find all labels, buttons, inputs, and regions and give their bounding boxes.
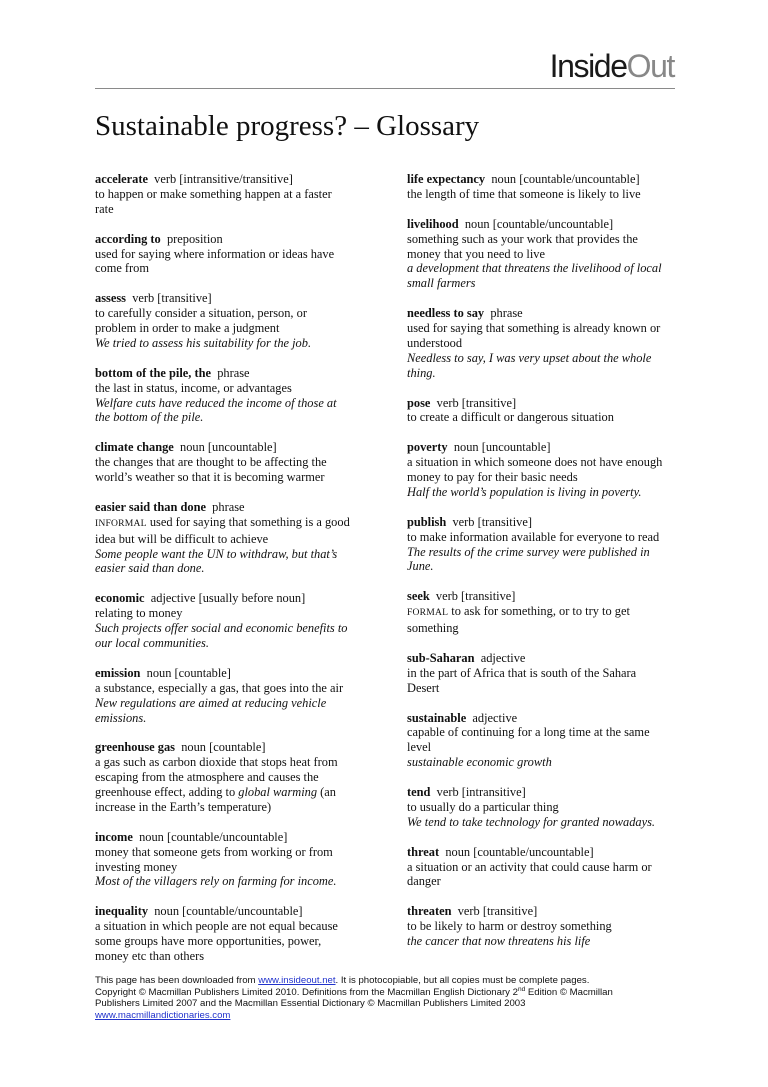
entry-definition-line	[407, 666, 679, 681]
footer-line-2: Copyright © Macmillan Publishers Limited 2010. Definitions from the Macmillan English Dictionary 2nd Edition © Macmillan	[95, 985, 613, 998]
entry-definition: to ask for something, or to try to get	[451, 604, 630, 619]
entry-headword: greenhouse gas	[95, 740, 175, 755]
glossary-entry	[407, 589, 679, 636]
entry-head-line	[407, 651, 679, 666]
entry-head-line	[407, 396, 679, 411]
entry-grammar: adjective	[472, 710, 518, 725]
entry-example-line: Some people want the UN to withdraw, but that’s	[95, 546, 338, 561]
entry-definition-line	[407, 800, 679, 815]
entry-definition-line	[95, 306, 367, 321]
entry-headword: sustainable	[407, 710, 467, 725]
entry-head-line	[95, 500, 367, 515]
entry-definition: come from	[95, 261, 150, 276]
page-footer	[95, 975, 685, 1022]
entry-definition: used for saying where information or ideas have	[95, 246, 335, 261]
footer-line-3: Publishers Limited 2007 and the Macmillan Essential Dictionary © Macmillan Publishers Limited 2003	[95, 998, 526, 1010]
entry-grammar: adjective	[480, 650, 526, 665]
entry-definition-line	[95, 919, 367, 934]
insideout-link[interactable]: www.insideout.net	[258, 975, 336, 986]
entry-grammar: noun [countable]	[181, 740, 266, 755]
glossary-entry	[95, 904, 367, 964]
entry-register: INFORMAL	[95, 517, 147, 529]
entry-definition-line	[95, 247, 367, 262]
entry-definition-line	[407, 681, 679, 696]
entry-definition: capable of continuing for a long time at the same	[407, 725, 650, 740]
entry-grammar: noun [uncountable]	[180, 440, 277, 455]
entry-example-line: Needless to say, I was very upset about the whole	[407, 350, 652, 365]
entry-definition: in the part of Africa that is south of the Sahara	[407, 665, 637, 680]
entry-definition: used for saying that something is already known or	[407, 321, 661, 336]
entry-headword: sub-Saharan	[407, 650, 475, 665]
entry-example-line: the bottom of the pile.	[95, 410, 204, 425]
entry-definition-line	[407, 621, 679, 636]
entry-head-line	[407, 904, 679, 919]
entry-headword: accelerate	[95, 172, 148, 186]
entry-headword: inequality	[95, 904, 149, 919]
entry-example-line: our local communities.	[95, 636, 209, 650]
entry-definition-line	[95, 770, 367, 785]
entry-definition-line	[407, 321, 679, 336]
entry-example-line: a development that threatens the livelihood of local	[407, 261, 662, 276]
entry-head-line	[95, 366, 367, 381]
entry-definition-line	[95, 455, 367, 470]
header-rule	[95, 88, 675, 89]
entry-definition: greenhouse effect, adding to	[95, 785, 239, 800]
entry-definition: (an	[317, 785, 336, 800]
entry-example-line: Such projects offer social and economic benefits to	[95, 621, 348, 636]
entry-definition-line: increase in the Earth’s temperature)	[95, 799, 272, 814]
entry-definition-line	[407, 604, 679, 621]
entry-headword: life expectancy	[407, 172, 486, 186]
entry-headword: tend	[407, 785, 431, 800]
entry-head-line	[95, 904, 367, 919]
entry-headword: economic	[95, 591, 145, 606]
entry-definition-line	[407, 187, 679, 202]
entry-register: FORMAL	[407, 607, 449, 619]
brand-logo	[550, 48, 674, 84]
entry-definition: money that you need to live	[407, 246, 545, 261]
glossary-entry	[95, 440, 367, 485]
entry-definition-line	[95, 845, 367, 860]
entry-definition-line	[95, 381, 367, 396]
entry-definition-line	[95, 785, 367, 800]
entry-headword: threaten	[407, 904, 452, 919]
entry-definition: idea but will be difficult to achieve	[95, 531, 269, 546]
entry-definition: problem in order to make a judgment	[95, 321, 280, 336]
glossary-entry	[95, 172, 367, 217]
glossary-entry	[407, 515, 679, 575]
entry-head-line	[407, 785, 679, 800]
glossary-entry	[407, 217, 679, 292]
entry-grammar: adjective [usually before noun]	[150, 591, 306, 606]
entry-definition-line	[407, 725, 679, 740]
entry-headword: climate change	[95, 440, 174, 455]
entry-example-line: emissions.	[95, 710, 147, 725]
entry-definition-line	[95, 470, 367, 485]
entry-definition: a gas such as carbon dioxide that stops heat from	[95, 755, 338, 770]
entry-head-line	[407, 845, 679, 860]
entry-definition: something	[407, 621, 459, 636]
entry-headword: threat	[407, 844, 440, 859]
entry-definition: understood	[407, 335, 463, 350]
entry-definition-line	[95, 321, 367, 336]
entry-definition: a situation in which people are not equal because	[95, 919, 338, 934]
entry-example-line: The results of the crime survey were published in	[407, 544, 650, 559]
entry-headword: publish	[407, 514, 447, 529]
entry-grammar: preposition	[166, 231, 223, 246]
entry-example-line: June.	[407, 559, 434, 574]
entry-grammar: verb [transitive]	[457, 904, 538, 919]
entry-headword: income	[95, 829, 133, 844]
entry-head-line	[95, 440, 367, 455]
entry-definition-line	[407, 470, 679, 485]
entry-definition: the length of time that someone is likely to live	[407, 186, 641, 201]
glossary-entry	[95, 232, 367, 277]
footer-line-4	[95, 1010, 685, 1022]
entry-definition-line	[407, 336, 679, 351]
glossary-entry	[407, 172, 679, 202]
entry-grammar: noun [countable/uncountable]	[139, 829, 288, 844]
macmillan-dictionaries-link[interactable]: www.macmillandictionaries.com	[95, 1010, 231, 1022]
glossary-entry	[407, 904, 679, 949]
entry-grammar: verb [transitive]	[435, 589, 516, 604]
glossary-entry	[95, 830, 367, 890]
entry-definition-line	[407, 919, 679, 934]
entry-definition: a situation or an activity that could cause harm or	[407, 859, 652, 874]
entry-grammar: noun [countable/uncountable]	[464, 216, 614, 231]
entry-definition-line	[95, 755, 367, 770]
entry-definition-line	[407, 232, 679, 247]
glossary-entry	[95, 666, 367, 726]
entry-definition-line	[95, 860, 367, 875]
entry-example-line: Half the world’s population is living in poverty.	[407, 484, 642, 499]
entry-grammar: noun [countable/uncountable]	[491, 172, 640, 186]
entry-head-line	[95, 172, 367, 187]
footer-line-1: This page has been downloaded from www.insideout.net. It is photocopiable, but all copies must be complete pages.	[95, 975, 590, 986]
entry-example-line: the cancer that now threatens his life	[407, 934, 591, 949]
entry-definition-line	[407, 860, 679, 875]
glossary-entry	[95, 740, 367, 815]
entry-definition-line	[407, 530, 679, 545]
entry-definition: to be likely to harm or destroy something	[407, 919, 612, 934]
entry-head-line	[407, 172, 679, 187]
brand-out: Out	[626, 48, 674, 84]
entry-headword: assess	[95, 291, 126, 306]
entry-headword: needless to say	[407, 306, 485, 321]
entry-example-line: New regulations are aimed at reducing vehicle	[95, 695, 327, 710]
entry-headword: bottom of the pile, the	[95, 365, 211, 380]
entry-definition: to usually do a particular thing	[407, 799, 559, 814]
entry-definition-line	[95, 261, 367, 276]
glossary-entry	[407, 306, 679, 381]
entry-grammar: phrase	[490, 306, 523, 321]
glossary-entry	[407, 711, 679, 771]
entry-head-line	[407, 440, 679, 455]
glossary-entry	[407, 440, 679, 500]
entry-definition: investing money	[95, 859, 178, 874]
entry-grammar: verb [transitive]	[436, 395, 517, 410]
entry-definition-line	[95, 532, 367, 547]
entry-definition: escaping from the atmosphere and causes the	[95, 770, 319, 785]
entry-grammar: noun [countable]	[146, 665, 231, 680]
entry-example-line: We tend to take technology for granted nowadays.	[407, 814, 655, 829]
entry-definition: a situation in which someone does not have enough	[407, 455, 663, 470]
entry-definition: world’s weather so that it is becoming warmer	[95, 470, 325, 485]
entry-headword: according to	[95, 231, 161, 246]
entry-definition: some groups have more opportunities, power,	[95, 934, 322, 949]
page-title: Sustainable progress? – Glossary	[95, 110, 480, 142]
entry-head-line	[95, 740, 367, 755]
glossary-entry	[407, 396, 679, 426]
entry-grammar: noun [uncountable]	[453, 440, 551, 455]
entry-definition-line	[407, 740, 679, 755]
entry-headword: poverty	[407, 440, 448, 455]
entry-grammar: noun [countable/uncountable]	[445, 844, 594, 859]
entry-definition: relating to money	[95, 606, 183, 621]
entry-definition: something such as your work that provides the	[407, 231, 638, 246]
glossary-entry	[95, 366, 367, 426]
entry-headword: seek	[407, 589, 430, 604]
entry-headword: emission	[95, 665, 141, 680]
entry-definition: to happen or make something happen at a faster	[95, 186, 332, 201]
entry-definition: level	[407, 740, 432, 755]
entry-definition-line	[95, 187, 367, 202]
entry-head-line	[95, 291, 367, 306]
entry-head-line	[95, 666, 367, 681]
entry-definition: to carefully consider a situation, person, or	[95, 306, 307, 321]
entry-definition-line	[407, 247, 679, 262]
entry-example-line: sustainable economic growth	[407, 755, 552, 770]
brand-inside: Inside	[549, 48, 627, 84]
entry-example-line: We tried to assess his suitability for the job.	[95, 335, 312, 350]
entry-grammar: verb [transitive]	[452, 514, 532, 529]
entry-grammar: verb [transitive]	[132, 291, 212, 306]
entry-definition-line	[95, 606, 367, 621]
glossary-column-right	[407, 172, 679, 964]
entry-definition-line	[407, 455, 679, 470]
entry-definition: rate	[95, 201, 114, 216]
entry-example-line: thing.	[407, 365, 436, 380]
entry-definition: money that someone gets from working or from	[95, 844, 333, 859]
entry-headword: livelihood	[407, 216, 459, 231]
entry-head-line	[95, 830, 367, 845]
entry-headword: easier said than done	[95, 499, 206, 514]
glossary-column-left	[95, 172, 367, 979]
entry-definition: money etc than others	[95, 948, 205, 963]
glossary-entry	[407, 651, 679, 696]
glossary-entry	[95, 591, 367, 651]
glossary-entry	[407, 845, 679, 890]
entry-definition-line	[95, 515, 367, 532]
entry-definition-line	[95, 681, 367, 696]
entry-example-line: easier said than done.	[95, 561, 205, 576]
entry-example-line: Welfare cuts have reduced the income of those at	[95, 395, 337, 410]
entry-grammar: noun [countable/uncountable]	[154, 904, 303, 919]
entry-definition: money to pay for their basic needs	[407, 470, 578, 485]
entry-definition-term: global warming	[238, 785, 318, 800]
entry-definition: to make information available for everyone to read	[407, 529, 660, 544]
entry-definition: the changes that are thought to be affecting the	[95, 455, 327, 470]
entry-example-line: Most of the villagers rely on farming for income.	[95, 874, 337, 889]
entry-head-line	[407, 515, 679, 530]
entry-definition-line	[407, 874, 679, 889]
glossary-entry	[407, 785, 679, 830]
entry-headword: pose	[407, 395, 431, 410]
entry-head-line	[407, 306, 679, 321]
entry-head-line	[95, 591, 367, 606]
entry-grammar: verb [intransitive]	[436, 785, 526, 800]
entry-definition-line	[95, 202, 367, 217]
entry-definition: used for saying that something is a good	[149, 514, 350, 529]
entry-head-line	[407, 711, 679, 726]
entry-definition-line	[95, 934, 367, 949]
entry-head-line	[407, 217, 679, 232]
entry-head-line	[407, 589, 679, 604]
glossary-entry	[95, 500, 367, 577]
entry-grammar: verb [intransitive/transitive]	[154, 172, 293, 186]
entry-definition: to create a difficult or dangerous situation	[407, 410, 614, 425]
entry-definition-line	[95, 949, 367, 964]
entry-definition-line	[407, 410, 679, 425]
entry-head-line	[95, 232, 367, 247]
entry-definition: the last in status, income, or advantages	[95, 380, 292, 395]
entry-example-line: small farmers	[407, 276, 476, 291]
entry-grammar: phrase	[217, 365, 250, 380]
entry-grammar: phrase	[212, 499, 245, 514]
entry-definition: a substance, especially a gas, that goes into the air	[95, 680, 344, 695]
glossary-entry	[95, 291, 367, 351]
entry-definition: danger	[407, 874, 441, 889]
entry-definition: Desert	[407, 680, 440, 695]
